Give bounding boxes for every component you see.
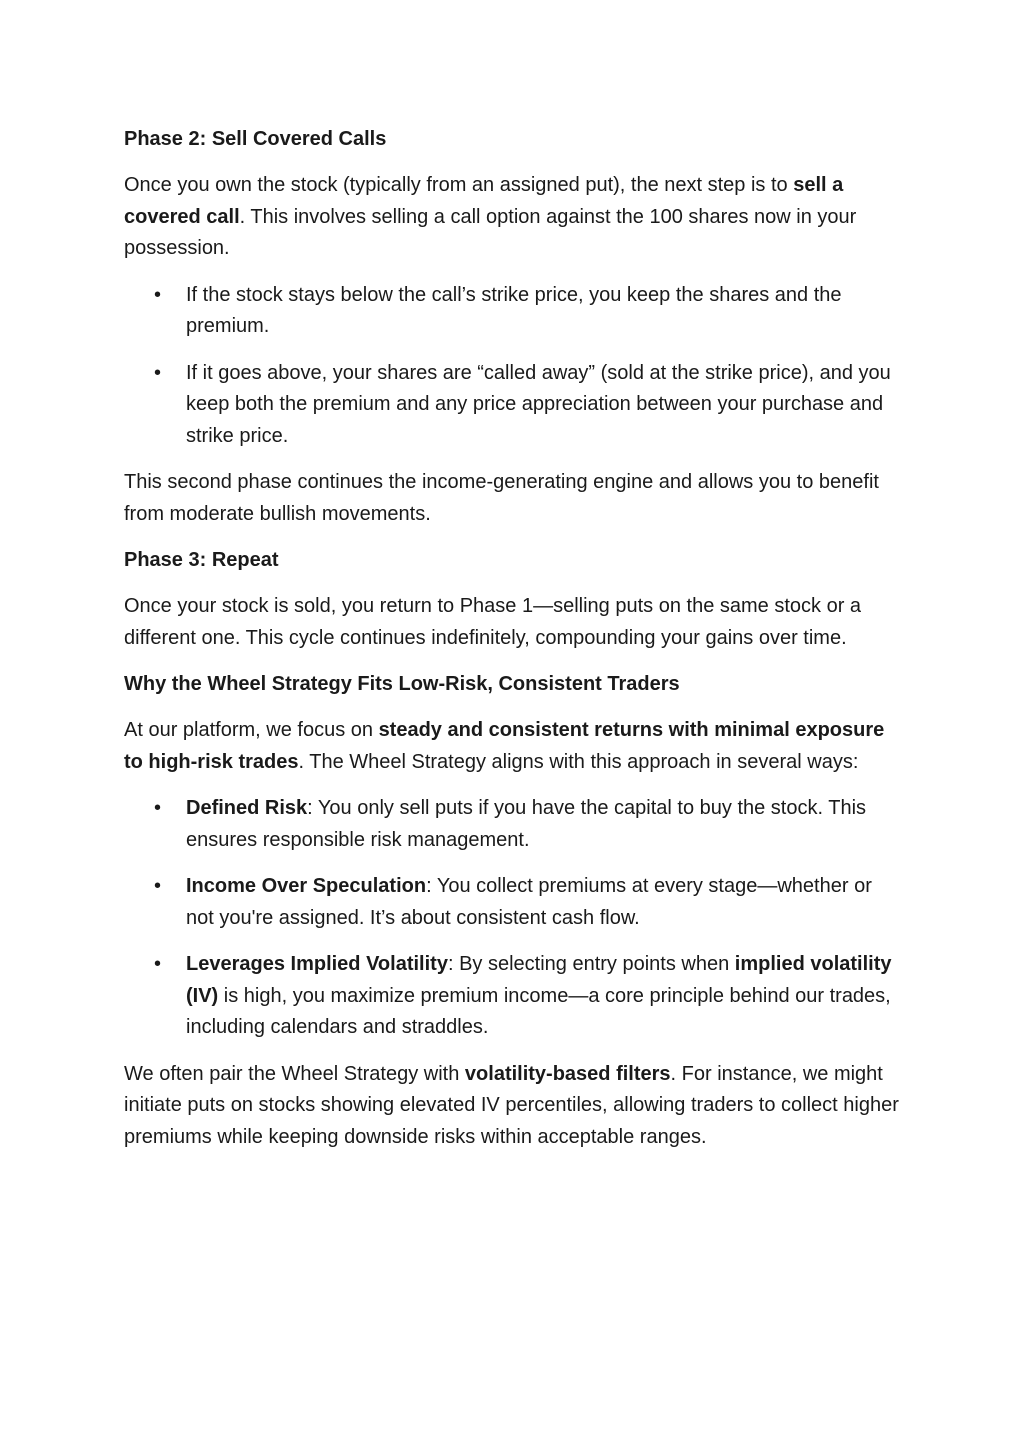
list-item-term: Leverages Implied Volatility	[186, 953, 448, 975]
bullet-icon: •	[154, 797, 162, 819]
list-item-term: Defined Risk	[186, 797, 308, 819]
list-item-text: : You only sell puts if you have the capital to buy the stock. This ensures responsible risk management.	[186, 797, 867, 851]
bullet-icon: •	[154, 283, 162, 306]
phase-2-intro	[124, 170, 904, 265]
why-closing-text-end: . For instance, we might initiate puts on stocks showing elevated IV percentiles, allowing traders to collect higher premiums while keeping downside risks within acceptable ranges.	[124, 1062, 899, 1148]
phase-2-heading: Phase 2: Sell Covered Calls	[124, 128, 387, 150]
why-intro-text-end: . The Wheel Strategy aligns with this approach in several ways:	[298, 750, 859, 773]
why-closing-emphasis: volatility-based filters	[464, 1062, 671, 1085]
list-item	[124, 949, 904, 1044]
list-item-term: Income Over Speculation	[186, 875, 427, 897]
phase-2-bullet-list	[124, 280, 904, 453]
phase-2-intro-text-end: . This involves selling a call option against the 100 shares now in your possession.	[124, 205, 857, 259]
why-closing-text: We often pair the Wheel Strategy with	[124, 1062, 465, 1085]
why-closing	[124, 1059, 904, 1154]
why-heading: Why the Wheel Strategy Fits Low-Risk, Consistent Traders	[124, 673, 680, 695]
why-intro-text: At our platform, we focus on	[124, 719, 379, 741]
list-item-text: : You collect premiums at every stage—whether or not you're assigned. It’s about consistent cash flow.	[186, 875, 872, 929]
why-bullet-list	[124, 793, 904, 1044]
list-item	[124, 871, 904, 934]
list-item	[124, 280, 904, 343]
document-page	[124, 124, 904, 1168]
phase-2-intro-text: Once you own the stock (typically from an assigned put), the next step is to	[124, 174, 794, 196]
bullet-icon: •	[154, 875, 162, 897]
why-intro-emphasis: steady and consistent returns with minimal exposure to high-risk trades	[124, 719, 885, 773]
list-item-text: If the stock stays below the call’s strike price, you keep the shares and the premium.	[186, 283, 842, 337]
list-item-text: : By selecting entry points when	[447, 953, 735, 975]
phase-3-heading: Phase 3: Repeat	[124, 549, 279, 571]
bullet-icon: •	[154, 953, 162, 975]
list-item-text: If it goes above, your shares are “called away” (sold at the strike price), and you keep both the premium and any price appreciation between your purchase and strike price.	[186, 361, 891, 447]
list-item-emphasis: implied volatility (IV)	[186, 953, 892, 1007]
phase-2-closing: This second phase continues the income-generating engine and allows you to benefit from moderate bullish movements.	[124, 471, 879, 525]
list-item-text-end: is high, you maximize premium income—a core principle behind our trades, including calendars and straddles.	[186, 984, 891, 1038]
phase-3-body: Once your stock is sold, you return to Phase 1—selling puts on the same stock or a different one. This cycle continues indefinitely, compounding your gains over time.	[124, 595, 862, 649]
list-item	[124, 358, 904, 453]
why-intro	[124, 715, 904, 778]
phase-2-intro-emphasis: sell a covered call	[124, 174, 844, 228]
bullet-icon: •	[154, 361, 162, 384]
list-item	[124, 793, 904, 856]
